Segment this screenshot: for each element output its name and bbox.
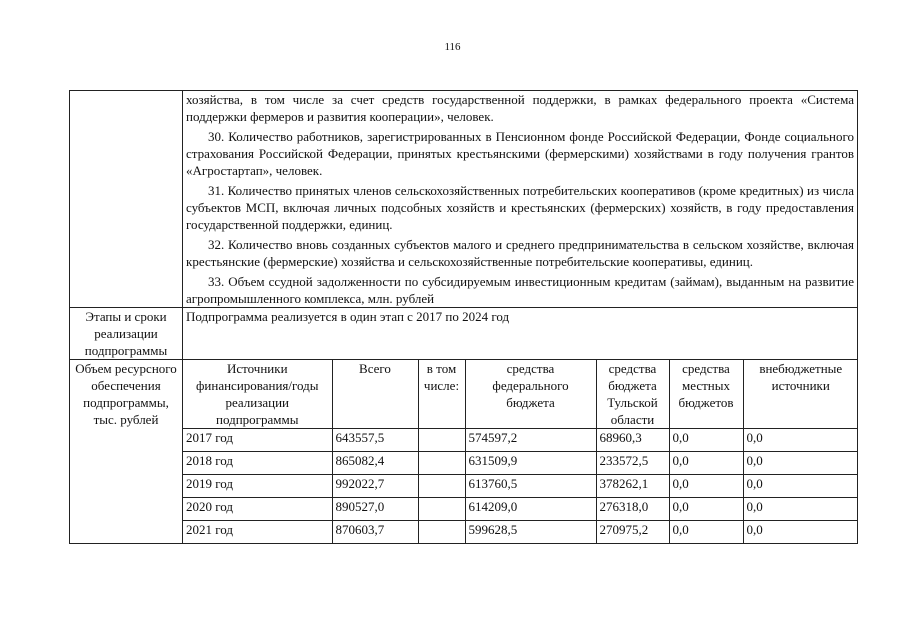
indicator-continuation: хозяйства, в том числе за счет средств государственной поддержки, в рамках федерального проекта «Система поддержки фермеров и развития кооперации», человек. <box>186 92 854 124</box>
indicator-item: 33. Объем ссудной задолженности по субсидируемым инвестиционным кредитам (займам), выданным на развитие агропромышленного комплекса, млн. рублей <box>186 274 854 306</box>
total-cell: 643557,5 <box>332 429 418 452</box>
funding-label: Объем ресурсного обеспечения подпрограммы, тыс. рублей <box>70 360 183 544</box>
local-cell: 0,0 <box>669 429 743 452</box>
including-cell <box>418 452 465 475</box>
local-cell: 0,0 <box>669 475 743 498</box>
including-cell <box>418 498 465 521</box>
funding-header-row <box>183 360 858 429</box>
funding-cell <box>183 360 858 544</box>
extrabudget-cell: 0,0 <box>743 452 858 475</box>
table-row <box>183 475 858 498</box>
total-cell: 992022,7 <box>332 475 418 498</box>
stages-label: Этапы и сроки реализации подпрограммы <box>70 308 183 360</box>
header-including: в том числе: <box>418 360 465 429</box>
header-total: Всего <box>332 360 418 429</box>
extrabudget-cell: 0,0 <box>743 498 858 521</box>
table-row <box>183 429 858 452</box>
federal-cell: 574597,2 <box>465 429 596 452</box>
indicators-cell <box>183 91 858 308</box>
extrabudget-cell: 0,0 <box>743 475 858 498</box>
extrabudget-cell: 0,0 <box>743 429 858 452</box>
including-cell <box>418 521 465 544</box>
local-cell: 0,0 <box>669 521 743 544</box>
regional-cell: 270975,2 <box>596 521 669 544</box>
federal-cell: 631509,9 <box>465 452 596 475</box>
indicator-item: 30. Количество работников, зарегистрированных в Пенсионном фонде Российской Федерации, Фонде социального страхования Российской Федерации, принятых крестьянскими (фермерскими) хозяйствами в году получения грантов «Агростартап», человек. <box>186 129 854 178</box>
federal-cell: 599628,5 <box>465 521 596 544</box>
regional-cell: 233572,5 <box>596 452 669 475</box>
empty-label-cell <box>70 91 183 308</box>
page-number: 116 <box>444 41 461 53</box>
federal-cell: 613760,5 <box>465 475 596 498</box>
funding-table <box>183 360 858 543</box>
header-regional: средства бюджета Тульской области <box>596 360 669 429</box>
extrabudget-cell: 0,0 <box>743 521 858 544</box>
year-cell: 2017 год <box>183 429 332 452</box>
total-cell: 870603,7 <box>332 521 418 544</box>
local-cell: 0,0 <box>669 452 743 475</box>
header-extrabudget: внебюджетные источники <box>743 360 858 429</box>
total-cell: 865082,4 <box>332 452 418 475</box>
local-cell: 0,0 <box>669 498 743 521</box>
year-cell: 2020 год <box>183 498 332 521</box>
regional-cell: 276318,0 <box>596 498 669 521</box>
table-row <box>183 452 858 475</box>
year-cell: 2019 год <box>183 475 332 498</box>
year-cell: 2021 год <box>183 521 332 544</box>
table-row <box>183 498 858 521</box>
table-row <box>183 521 858 544</box>
regional-cell: 68960,3 <box>596 429 669 452</box>
stages-row <box>70 308 858 360</box>
federal-cell: 614209,0 <box>465 498 596 521</box>
indicators-row <box>70 91 858 308</box>
total-cell: 890527,0 <box>332 498 418 521</box>
indicator-item: 31. Количество принятых членов сельскохозяйственных потребительских кооперативов (кроме кредитных) из числа субъектов МСП, включая личных подсобных хозяйств и крестьянских (фермерских) хозяйств, в году предоставления государственной поддержки, единиц. <box>186 183 854 232</box>
header-federal: средства федерального бюджета <box>465 360 596 429</box>
including-cell <box>418 429 465 452</box>
stages-text: Подпрограмма реализуется в один этап с 2017 по 2024 год <box>183 308 858 360</box>
subprogram-passport-table <box>69 90 858 544</box>
including-cell <box>418 475 465 498</box>
year-cell: 2018 год <box>183 452 332 475</box>
funding-row <box>70 360 858 544</box>
regional-cell: 378262,1 <box>596 475 669 498</box>
header-local: средства местных бюджетов <box>669 360 743 429</box>
header-sources: Источники финансирования/годы реализации подпрограммы <box>183 360 332 429</box>
indicator-item: 32. Количество вновь созданных субъектов малого и среднего предпринимательства в сельском хозяйстве, включая крестьянские (фермерские) хозяйства и сельскохозяйственные потребительские кооперативы, единиц. <box>186 237 854 269</box>
